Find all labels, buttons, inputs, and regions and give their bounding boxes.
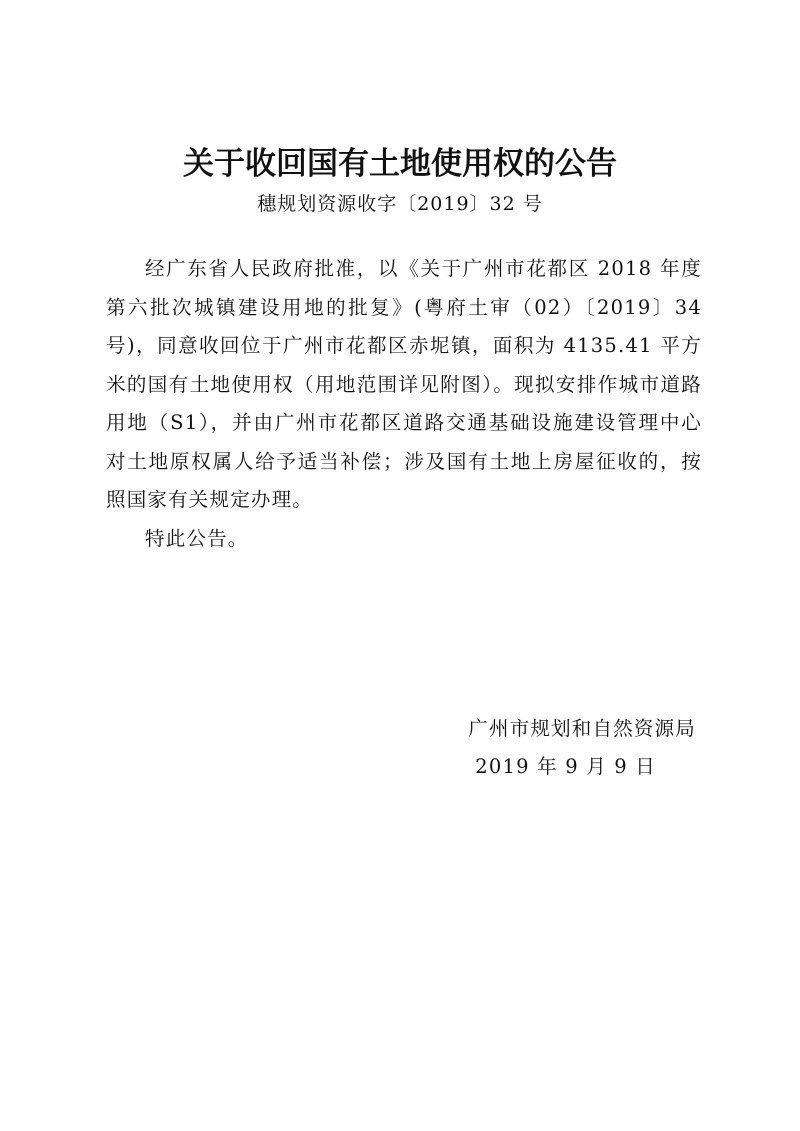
- issuer-name: 广州市规划和自然资源局: [468, 717, 696, 740]
- signature-block: [468, 710, 696, 786]
- issue-date: 2019 年 9 月 9 日: [475, 755, 656, 778]
- document-number: 穗规划资源收字〔2019〕32 号: [257, 193, 543, 215]
- document-body: [106, 250, 702, 558]
- closing-paragraph: 特此公告。: [145, 526, 249, 550]
- document-title: 关于收回国有土地使用权的公告: [183, 146, 617, 182]
- body-paragraph: 经广东省人民政府批准，以《关于广州市花都区 2018 年度第六批次城镇建设用地的批复》(粤府土审（02）〔2019〕34 号)，同意收回位于广州市花都区赤坭镇，面积为 4135.41 平方米的国有土地使用权（用地范围详见附图）。现拟安排作城市道路用地（S1），并由广州市花都区道路交通基础设施建设管理中心对土地原权属人给予适当补偿；涉及国有土地上房屋征收的，按照国家有关规定办理。: [106, 257, 702, 511]
